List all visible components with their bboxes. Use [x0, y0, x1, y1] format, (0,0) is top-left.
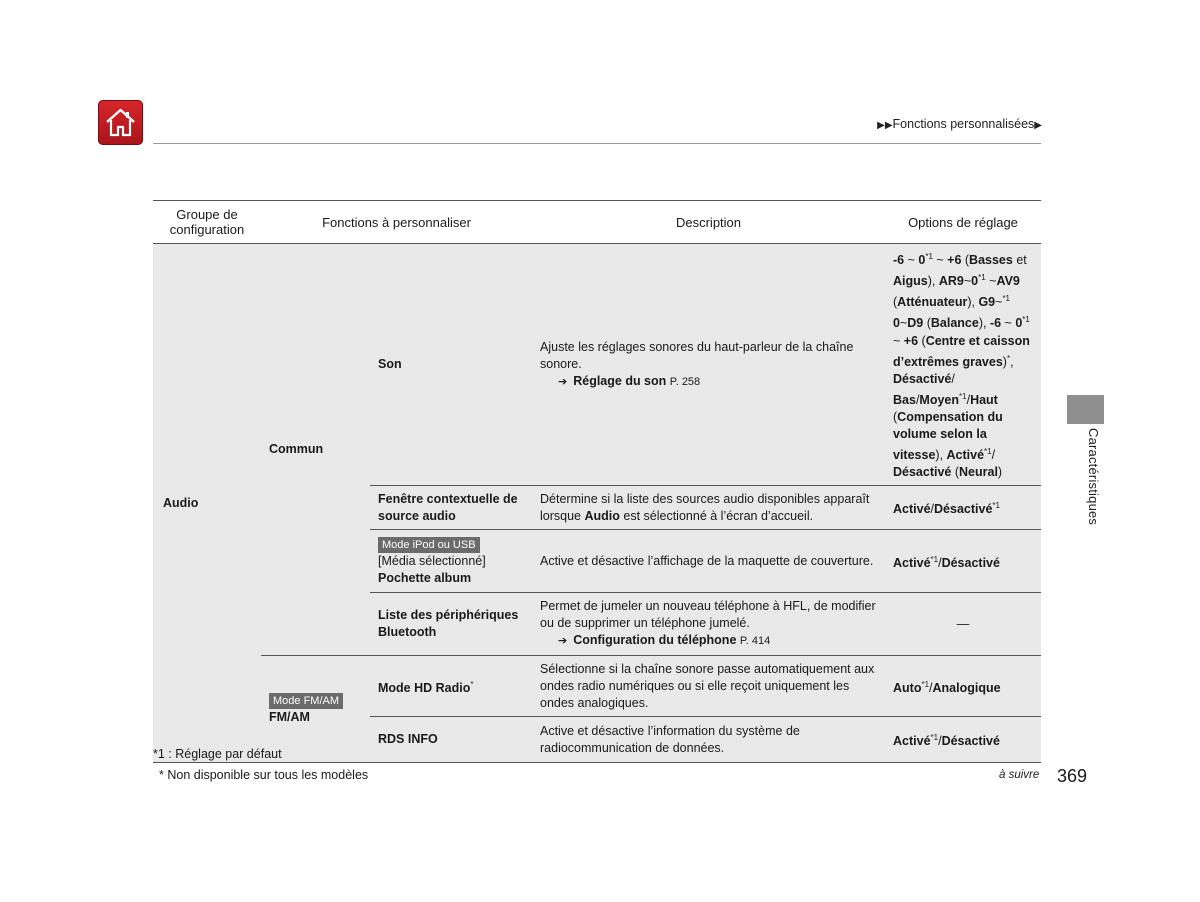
ipod-usb-mode-tag: Mode iPod ou USB — [378, 537, 480, 553]
son-reference-label[interactable]: Réglage du son — [573, 373, 667, 388]
description-bluetooth — [532, 593, 885, 656]
page-number: 369 — [1057, 766, 1088, 786]
bluetooth-reference-label[interactable]: Configuration du téléphone — [573, 633, 737, 648]
table-row — [153, 656, 1041, 717]
function-bluetooth: Liste des périphériques Bluetooth — [370, 593, 532, 656]
header-group: Groupe de configuration — [153, 201, 261, 244]
footnote-default: *1 : Réglage par défaut — [153, 747, 282, 761]
function-fenetre: Fenêtre contextuelle de source audio — [370, 486, 532, 530]
subgroup-commun: Commun — [261, 244, 370, 656]
options-rds: Activé$^{*1}$/Désactivé — [885, 717, 1041, 763]
description-fenetre: Détermine si la liste des sources audio disponibles apparaît lorsque Audio est sélectionné à l’écran d’accueil. — [532, 486, 885, 530]
fm-am-mode-tag: Mode FM/AM — [269, 693, 343, 709]
function-hd-radio: Mode HD Radio* — [370, 656, 532, 717]
home-button[interactable] — [98, 100, 143, 145]
bluetooth-reference[interactable] — [540, 632, 877, 650]
header-divider — [153, 143, 1041, 144]
header-functions: Fonctions à personnaliser — [261, 201, 532, 244]
table-row — [153, 244, 1041, 486]
breadcrumb[interactable] — [877, 117, 1042, 131]
side-tab-label: Caractéristiques — [1086, 428, 1101, 526]
son-reference[interactable] — [540, 373, 877, 391]
media-selected-label: [Média sélectionné] — [378, 553, 486, 568]
description-bluetooth-text: Permet de jumeler un nouveau téléphone à HFL, de modifier ou de supprimer un téléphone jumelé. — [540, 599, 876, 631]
options-fenetre: Activé/Désactivé$^{*1}$ — [885, 486, 1041, 530]
description-rds: Active et désactive l’information du système de radiocommunication de données. — [532, 717, 885, 763]
home-icon — [104, 106, 137, 139]
options-pochette: Activé$^{*1}$/Désactivé — [885, 530, 1041, 593]
function-rds: RDS INFO — [370, 717, 532, 763]
breadcrumb-arrows-icon: ▶▶ — [877, 120, 893, 131]
function-pochette — [370, 530, 532, 593]
description-pochette: Active et désactive l’affichage de la maquette de couverture. — [532, 530, 885, 593]
breadcrumb-arrow-icon: ▶ — [1034, 120, 1042, 131]
breadcrumb-label[interactable]: Fonctions personnalisées — [892, 117, 1035, 131]
footnote-availability: * Non disponible sur tous les modèles — [159, 768, 369, 782]
son-reference-page[interactable]: P. 258 — [669, 375, 701, 388]
settings-table — [153, 200, 1041, 763]
table-header-row — [153, 201, 1041, 244]
reference-arrow-icon: ➔ — [558, 375, 568, 388]
side-tab-marker — [1067, 395, 1104, 424]
description-son — [532, 244, 885, 486]
reference-arrow-icon: ➔ — [558, 635, 568, 648]
description-son-text: Ajuste les réglages sonores du haut-parleur de la chaîne sonore. — [540, 339, 854, 371]
pochette-label: Pochette album — [378, 570, 472, 585]
fmam-label: FM/AM — [269, 710, 310, 725]
options-bluetooth: — — [885, 593, 1041, 656]
description-hd-radio: Sélectionne si la chaîne sonore passe automatiquement aux ondes radio numériques ou si elle reçoit uniquement les ondes analogiques. — [532, 656, 885, 717]
options-hd-radio: Auto$^{*1}$/Analogique — [885, 656, 1041, 717]
group-audio: Audio — [153, 244, 261, 763]
header-description: Description — [532, 201, 885, 244]
options-son: -6 ~ 0$^{*1}$ ~ +6 (Basses et Aigus), AR9~0$^{*1}$ ~AV9 (Atténuateur), G9~$^{*1}$ 0~D9 (Balance), -6 ~ 0$^{*1}$ ~ +6 (Centre et caisson d’extrêmes graves)*, Désactivé/ Bas/Moyen$^{*1}$/Haut (Compensation du volume selon la vitesse), Activé$^{*1}$/ Désactivé (Neural) — [885, 244, 1041, 486]
function-son: Son — [370, 244, 532, 486]
header-options: Options de réglage — [885, 201, 1041, 244]
bluetooth-reference-page[interactable]: P. 414 — [739, 635, 771, 648]
continue-label: à suivre — [999, 769, 1040, 781]
